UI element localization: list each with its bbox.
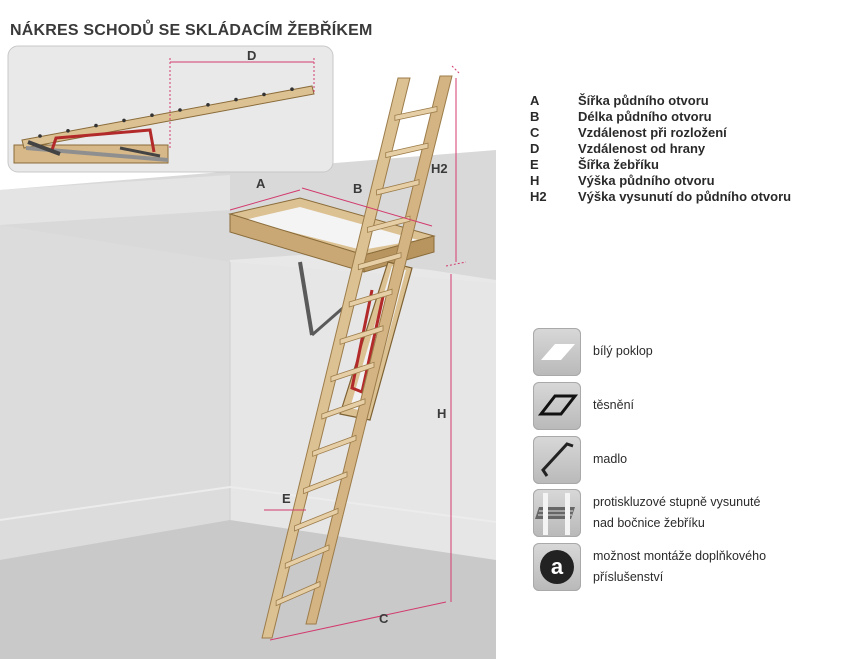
dim-label-h: H: [437, 406, 447, 421]
inset-folded-view: [8, 46, 333, 172]
legend-row: A Šířka půdního otvoru: [530, 93, 709, 108]
inset-rung-bolt: [94, 124, 98, 128]
dim-label-b: B: [353, 181, 363, 196]
legend-row: B Délka půdního otvoru: [530, 109, 712, 124]
inset-rung-bolt: [66, 129, 70, 133]
dim-label-a: A: [256, 176, 266, 191]
inset-rung-bolt: [206, 103, 210, 107]
dim-label-h2: H2: [431, 161, 448, 176]
white-hatch-icon: [533, 328, 581, 376]
legend-row: H Výška půdního otvoru: [530, 173, 715, 188]
legend-row: H2 Výška vysunutí do půdního otvoru: [530, 189, 792, 204]
legend-row: D Vzdálenost od hrany: [530, 141, 706, 156]
inset-rung-bolt: [150, 113, 154, 117]
legend-row: C Vzdálenost při rozložení: [530, 125, 727, 140]
dim-label-c: C: [379, 611, 389, 626]
inset-rung-bolt: [178, 108, 182, 112]
inset-rung-bolt: [38, 134, 42, 138]
handrail-icon: [533, 436, 581, 484]
accessory-a-icon: [533, 543, 581, 591]
legend-row: E Šířka žebříku: [530, 157, 659, 172]
inset-rung-bolt: [234, 98, 238, 102]
svg-text:a: a: [550, 554, 564, 579]
inset-rung-bolt: [122, 119, 126, 123]
inset-rung-bolt: [290, 87, 294, 91]
dim-label-e: E: [282, 491, 291, 506]
dimension-legend: [530, 93, 791, 205]
anti-slip-steps-icon: [533, 489, 581, 537]
dim-label-d: D: [247, 48, 257, 63]
inset-rung-bolt: [262, 93, 266, 97]
diagram-title: NÁKRES SCHODŮ SE SKLÁDACÍM ŽEBŘÍKEM: [10, 22, 373, 39]
seal-icon: [533, 382, 581, 430]
